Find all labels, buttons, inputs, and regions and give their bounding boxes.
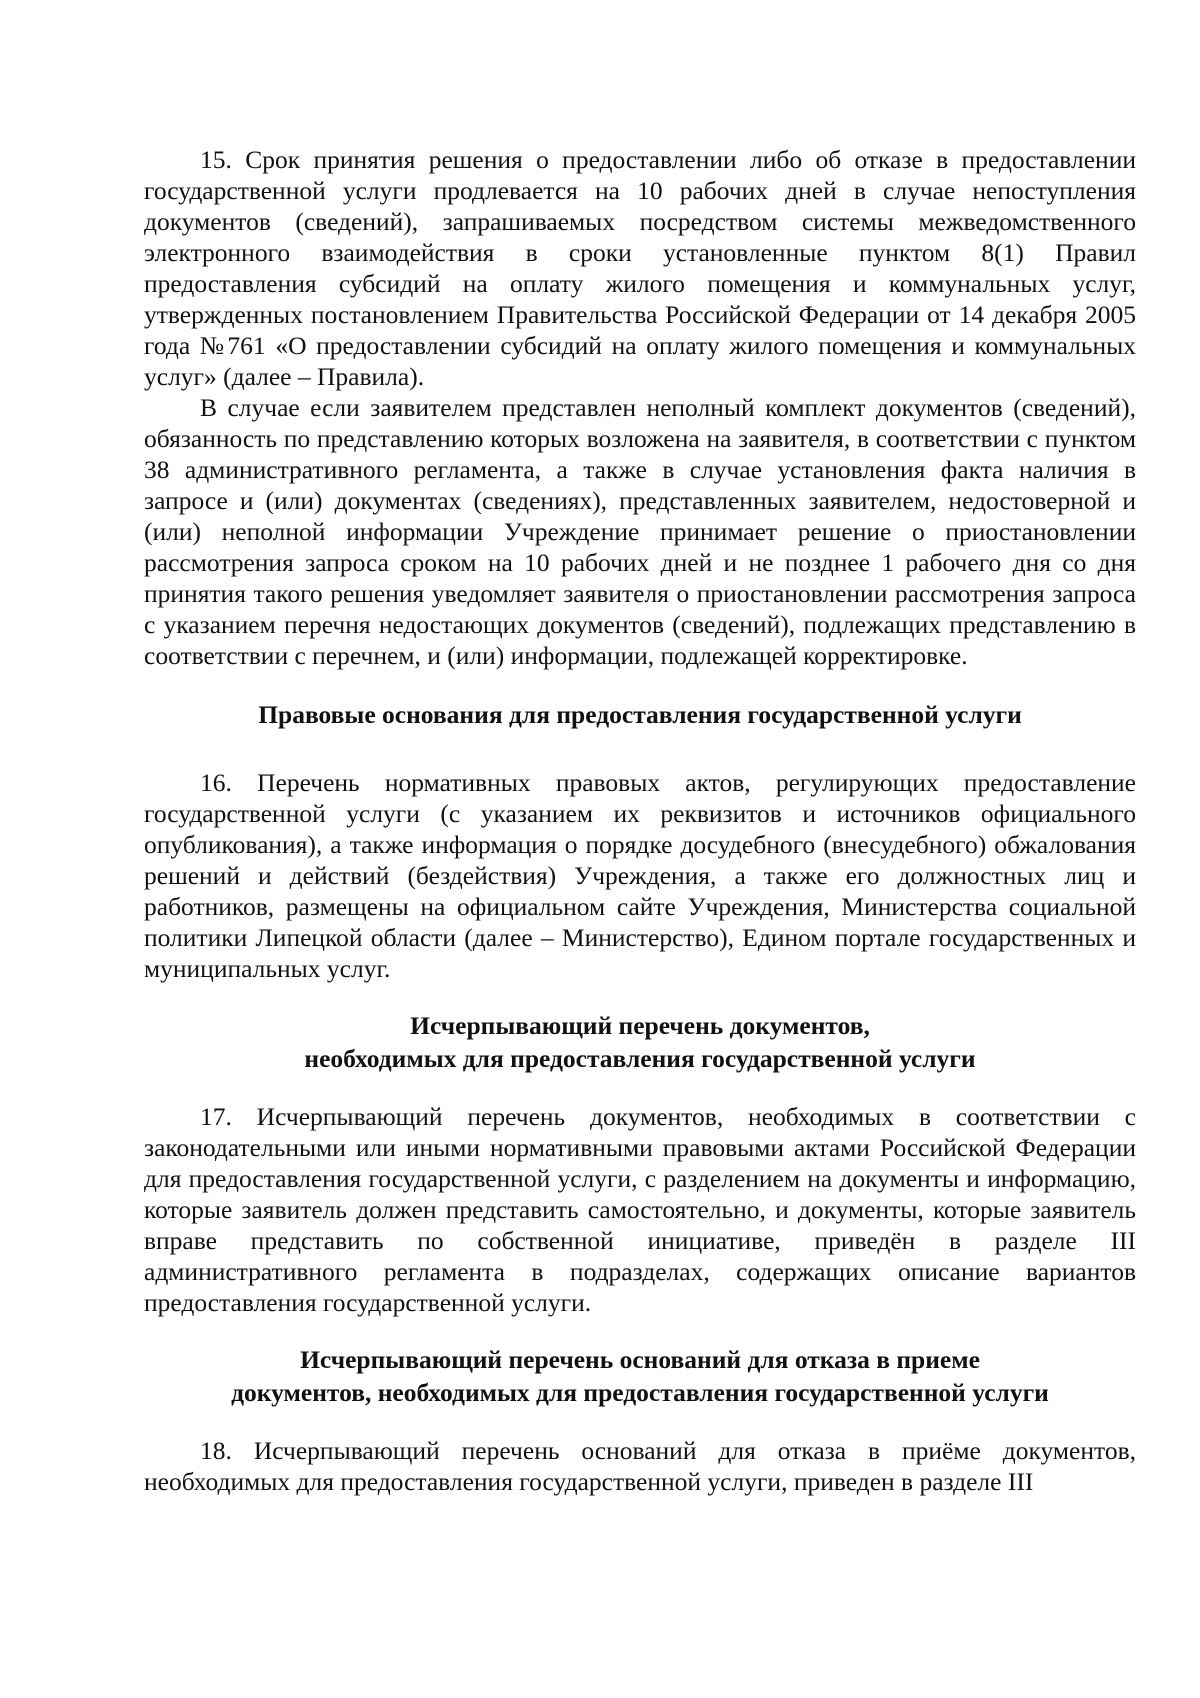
paragraph-15: 15. Срок принятия решения о предоставлении либо об отказе в предоставлении государственной услуги продлевается на 10 рабочих дней в случае непоступления документов (сведений), запрашиваемых посредством системы межведомственного электронного взаимодействия в сроки установленные пунктом 8(1) Правил предоставления субсидий на оплату жилого помещения и коммунальных услуг, утвержденных постановлением Правительства Российской Федерации от 14 декабря 2005 года №761 «О предоставлении субсидий на оплату жилого помещения и коммунальных услуг» (далее – Правила).	[144, 145, 1136, 391]
heading-documents-line-1: Исчерпывающий перечень документов,	[410, 1011, 870, 1040]
paragraph-17: 17. Исчерпывающий перечень документов, необходимых в соответствии с законодательными или иными нормативными правовыми актами Российской Федерации для предоставления государственной услуги, с разделением на документы и информацию, которые заявитель должен представить самостоятельно, и документы, которые заявитель вправе представить по собственной инициативе, приведён в разделе III административного регламента в подразделах, содержащих описание вариантов предоставления государственной услуги.	[144, 1102, 1136, 1317]
heading-documents-line-2: необходимых для предоставления государственной услуги	[304, 1044, 976, 1073]
heading-refusal-line-2: документов, необходимых для предоставления государственной услуги	[231, 1378, 1049, 1407]
heading-legal-basis: Правовые основания для предоставления государственной услуги	[258, 700, 1022, 729]
heading-refusal-line-1: Исчерпывающий перечень оснований для отказа в приеме	[300, 1345, 980, 1374]
paragraph-18: 18. Исчерпывающий перечень оснований для отказа в приёме документов, необходимых для предоставления государственной услуги, приведен в разделе III	[144, 1436, 1136, 1496]
paragraph-15-continuation: В случае если заявителем представлен неполный комплект документов (сведений), обязанность по представлению которых возложена на заявителя, в соответствии с пунктом 38 административного регламента, а также в случае установления факта наличия в запросе и (или) документах (сведениях), представленных заявителем, недостоверной и (или) неполной информации Учреждение принимает решение о приостановлении рассмотрения запроса сроком на 10 рабочих дней и не позднее 1 рабочего дня со дня принятия такого решения уведомляет заявителя о приостановлении рассмотрения запроса с указанием перечня недостающих документов (сведений), подлежащих представлению в соответствии с перечнем, и (или) информации, подлежащей корректировке.	[144, 393, 1136, 670]
heading-refusal-grounds	[144, 1343, 1136, 1409]
document-body	[144, 144, 1136, 1497]
paragraph-16: 16. Перечень нормативных правовых актов, регулирующих предоставление государственной услуги (с указанием их реквизитов и источников официального опубликования), а также информация о порядке досудебного (внесудебного) обжалования решений и действий (бездействия) Учреждения, а также его должностных лиц и работников, размещены на официальном сайте Учреждения, Министерства социальной политики Липецкой области (далее – Министерство), Едином портале государственных и муниципальных услуг.	[144, 768, 1136, 983]
heading-documents-list	[144, 1009, 1136, 1075]
